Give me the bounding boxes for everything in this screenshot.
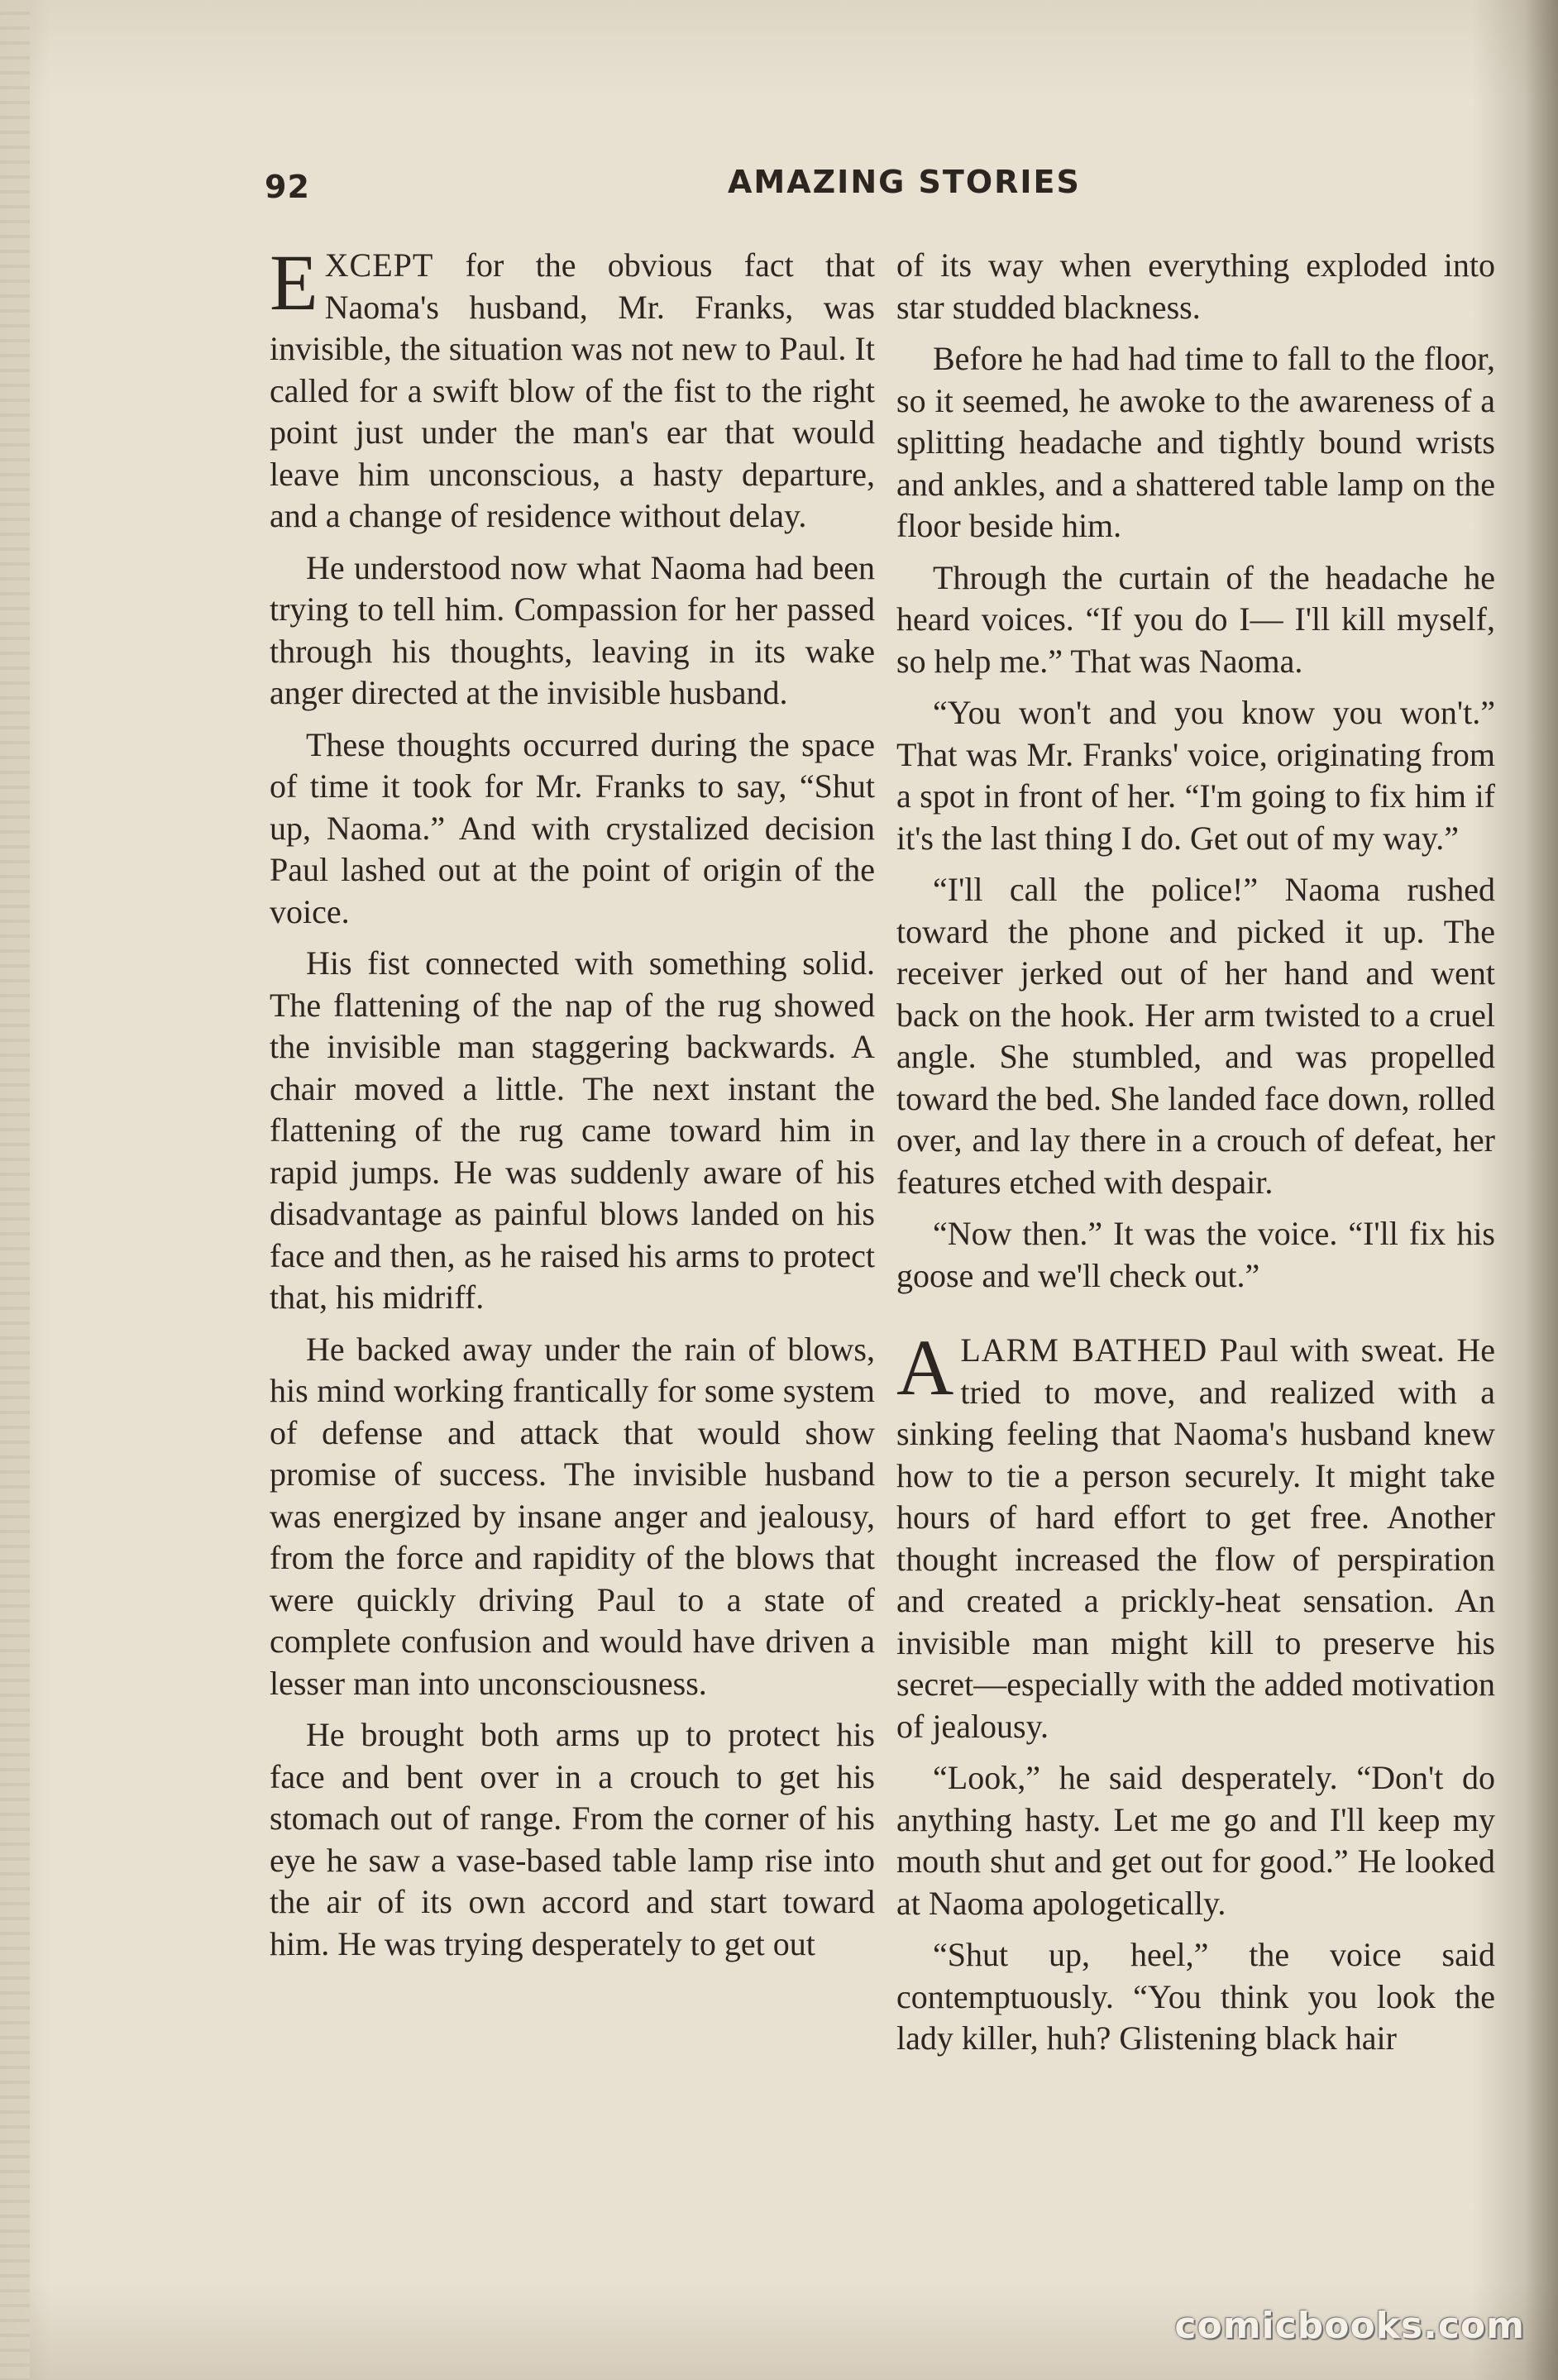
magazine-title: AMAZING STORIES [728, 164, 1081, 200]
paragraph: His fist connected with something solid. The flattening of the nap of the rug showed the invisible man staggering backwards. A chair moved a little. The next instant the flattening of the rug came toward him in rapid jumps. He was suddenly aware of his disadvantage as painful blows landed on his face and then, as he raised his arms to protect that, his midriff. [270, 944, 875, 1316]
page-left-edge [0, 0, 30, 2380]
drop-cap: E [270, 238, 318, 327]
paragraph: He understood now what Naoma had been trying to tell him. Compassion for her passed through his thoughts, leaving in its wake anger directed at the invisible husband. [270, 548, 875, 711]
drop-cap: A [896, 1323, 954, 1412]
page-header [265, 159, 1505, 208]
paragraph: “Shut up, heel,” the voice said contemptuously. “You think you look the lady killer, huh? Glistening black hair [896, 1936, 1495, 2057]
paragraph: “Look,” he said desperately. “Don't do anything hasty. Let me go and I'll keep my mouth shut and get out for good.” He looked at Naoma apologetically. [896, 1759, 1495, 1922]
lead-in-text: LARM BATHED [960, 1331, 1208, 1369]
paragraph: He backed away under the rain of blows, his mind working frantically for some system of defense and attack that would show promise of success. The invisible husband was energized by insane anger and jealousy, from the force and rapidity of the blows that were quickly driving Paul to a state of complete confusion and would have driven a lesser man into unconsciousness. [270, 1330, 875, 1702]
watermark: comicbooks.com [1174, 2305, 1525, 2347]
paragraph: of its way when everything exploded into star studded blackness. [896, 246, 1495, 326]
paragraph: “I'll call the police!” Naoma rushed toward the phone and picked it up. The receiver jerked out of her hand and went back on the hook. Her arm twisted to a cruel angle. She stumbled, and was propelled toward the bed. She landed face down, rolled over, and lay there in a crouch of defeat, her features etched with despair. [896, 871, 1495, 1201]
paragraph-text: Paul with sweat. He tried to move, and realized with a sinking feeling that Naoma's husband knew how to tie a person securely. It might take hours of hard effort to get free. Another thought increased the flow of perspiration and created a prickly-heat sensation. An invisible man might kill to preserve his secret—especially with the added motivation of jealousy. [896, 1331, 1495, 1745]
page-number: 92 [265, 169, 310, 205]
right-column [896, 245, 1495, 2070]
paragraph-text: for the obvious fact that Naoma's husband, Mr. Franks, was invisible, the situation was not new to Paul. It called for a swift blow of the fist to the right point just under the man's ear that would leave him unconscious, a hasty departure, and a change of residence without delay. [270, 246, 875, 534]
paragraph: Before he had had time to fall to the floor, so it seemed, he awoke to the awareness of a splitting headache and tightly bound wrists and ankles, and a shattered table lamp on the floor beside him. [896, 340, 1495, 544]
lead-in-text: XCEPT [324, 246, 434, 284]
left-column [270, 238, 875, 1975]
paragraph: “Now then.” It was the voice. “I'll fix his goose and we'll check out.” [896, 1215, 1495, 1294]
paragraph: Through the curtain of the headache he heard voices. “If you do I— I'll kill myself, so help me.” That was Naoma. [896, 558, 1495, 680]
paragraph [270, 238, 875, 538]
page-right-edge [1525, 0, 1558, 2380]
paragraph: He brought both arms up to protect his face and bent over in a crouch to get his stomach out of range. From the corner of his eye he saw a vase-based table lamp rise into the air of its own accord and start toward him. He was trying desperately to get out [270, 1716, 875, 1962]
paragraph: These thoughts occurred during the space of time it took for Mr. Franks to say, “Shut up, Naoma.” And with crystalized decision Paul lashed out at the point of origin of the voice. [270, 725, 875, 930]
paragraph [896, 1323, 1495, 1747]
paragraph: “You won't and you know you won't.” That was Mr. Franks' voice, originating from a spot in front of her. “I'm going to fix him if it's the last thing I do. Get out of my way.” [896, 694, 1495, 857]
